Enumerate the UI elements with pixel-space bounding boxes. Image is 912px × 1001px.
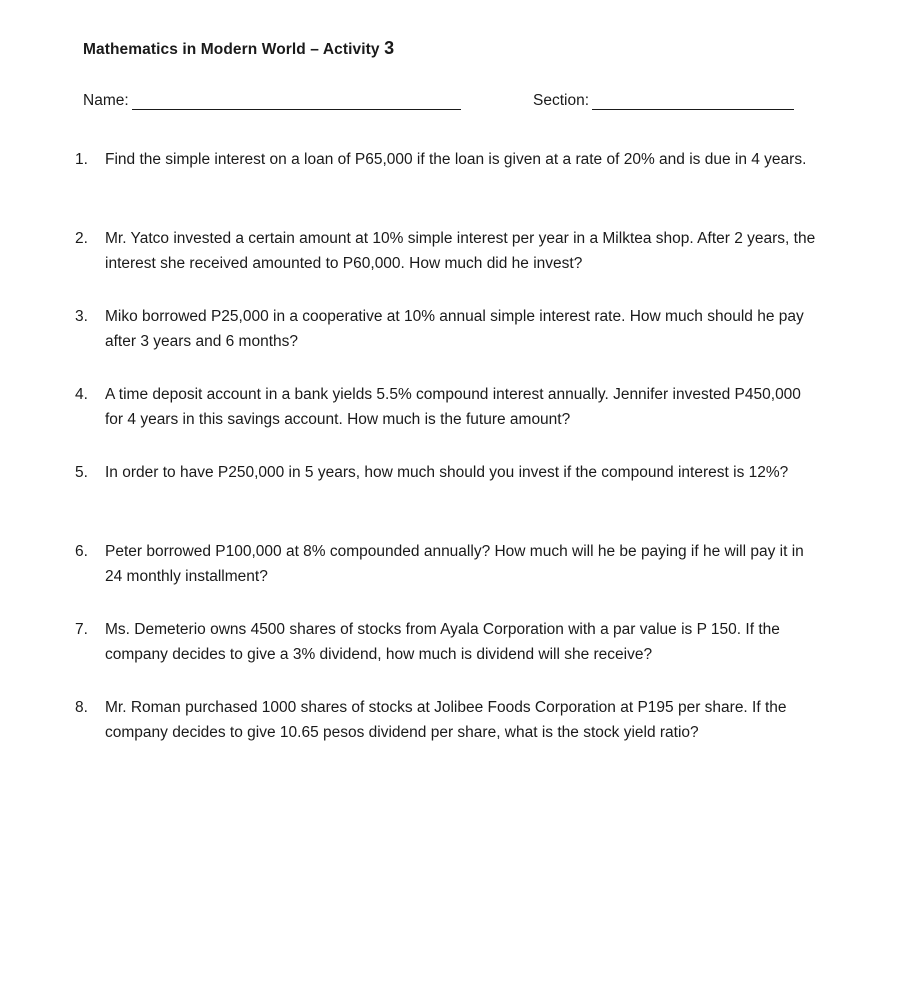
- question-item: [75, 461, 788, 486]
- question-item: [75, 618, 820, 667]
- question-number: 6.: [75, 543, 88, 560]
- section-field: [533, 92, 794, 110]
- name-blank-line: [132, 92, 461, 110]
- question-text: Ms. Demeterio owns 4500 shares of stocks from Ayala Corporation with a par value is P 150. If the company decides to give a 3% dividend, how much is dividend will she receive?: [105, 621, 780, 663]
- section-label: Section:: [533, 92, 590, 109]
- question-number: 3.: [75, 308, 88, 325]
- name-label: Name:: [83, 92, 129, 109]
- document-title: [83, 38, 394, 59]
- question-number: 2.: [75, 230, 88, 247]
- question-number: 5.: [75, 464, 88, 481]
- question-item: [75, 383, 820, 432]
- question-item: [75, 540, 820, 589]
- question-item: [75, 148, 806, 173]
- question-text: Peter borrowed P100,000 at 8% compounded annually? How much will he be paying if he will pay it in 24 monthly installment?: [105, 543, 804, 585]
- question-text: Find the simple interest on a loan of P65,000 if the loan is given at a rate of 20% and is due in 4 years.: [105, 151, 807, 168]
- question-number: 4.: [75, 386, 88, 403]
- name-field: [83, 92, 461, 110]
- question-text: In order to have P250,000 in 5 years, how much should you invest if the compound interest is 12%?: [105, 464, 789, 481]
- question-number: 8.: [75, 699, 88, 716]
- question-text: Mr. Yatco invested a certain amount at 10% simple interest per year in a Milktea shop. After 2 years, the interest she received amounted to P60,000. How much did he invest?: [105, 230, 816, 272]
- question-item: [75, 696, 820, 745]
- activity-number: 3: [384, 38, 395, 58]
- question-text: A time deposit account in a bank yields 5.5% compound interest annually. Jennifer invested P450,000 for 4 years in this savings account. How much is the future amount?: [105, 386, 801, 428]
- question-item: [75, 305, 820, 354]
- question-text: Miko borrowed P25,000 in a cooperative at 10% annual simple interest rate. How much should he pay after 3 years and 6 months?: [105, 308, 804, 350]
- title-text: Mathematics in Modern World – Activity: [83, 41, 380, 58]
- section-blank-line: [592, 92, 794, 110]
- question-number: 7.: [75, 621, 88, 638]
- question-text: Mr. Roman purchased 1000 shares of stocks at Jolibee Foods Corporation at P195 per share. If the company decides to give 10.65 pesos dividend per share, what is the stock yield ratio?: [105, 699, 787, 741]
- question-number: 1.: [75, 151, 88, 168]
- question-item: [75, 227, 820, 276]
